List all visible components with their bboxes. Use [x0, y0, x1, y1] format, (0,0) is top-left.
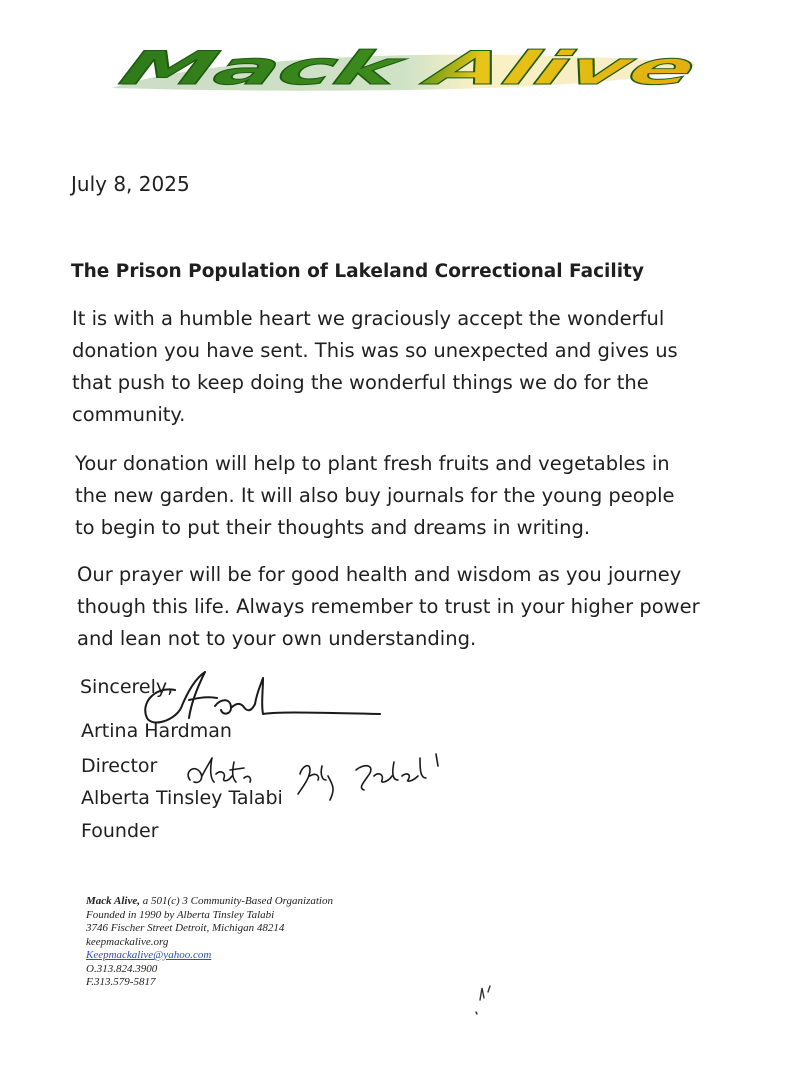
paragraph-2 — [75, 448, 675, 544]
signer2-name: Alberta Tinsley Talabi — [81, 787, 283, 809]
paragraph-line: though this life. Always remember to trust in your higher power — [77, 595, 700, 618]
footer-founded: Founded in 1990 by Alberta Tinsley Talabi — [86, 908, 275, 921]
paragraph-line: the new garden. It will also buy journals for the young people — [75, 484, 675, 507]
mack-alive-logo — [108, 42, 700, 100]
paragraph-line: It is with a humble heart we graciously accept the wonderful — [72, 307, 665, 330]
footer-office-phone: O.313.824.3900 — [86, 962, 158, 975]
signer1-name: Artina Hardman — [81, 720, 232, 742]
signer1-title: Director — [81, 755, 158, 777]
footer-address: 3746 Fischer Street Detroit, Michigan 48214 — [86, 922, 285, 934]
paragraph-3 — [77, 559, 700, 655]
svg-text:Mack Alive: Mack Alive — [112, 42, 411, 96]
hardman-signature — [135, 668, 390, 738]
paragraph-line: that push to keep doing the wonderful things we do for the — [72, 371, 649, 394]
closing-salutation: Sincerely, — [80, 676, 174, 698]
footer-email-link[interactable]: Keepmackalive@yahoo.com — [86, 949, 212, 961]
letter-footer — [86, 895, 333, 990]
paragraph-line: donation you have sent. This was so unexpected and gives us — [72, 339, 678, 362]
signer2-title: Founder — [81, 820, 159, 842]
paragraph-1 — [72, 303, 678, 431]
paragraph-line: community. — [72, 403, 186, 426]
pen-mark-icon — [470, 970, 510, 1016]
talabi-signature — [180, 748, 460, 818]
footer-fax: F.313.579-5817 — [86, 976, 156, 988]
paragraph-line: to begin to put their thoughts and dreams in writing. — [75, 516, 591, 539]
paragraph-line: and lean not to your own understanding. — [77, 627, 477, 650]
paragraph-line: Our prayer will be for good health and wisdom as you journey — [77, 563, 682, 586]
recipient-heading: The Prison Population of Lakeland Correctional Facility — [71, 261, 644, 282]
letter-date: July 8, 2025 — [71, 172, 190, 196]
footer-org-name: Mack Alive, — [86, 895, 140, 907]
footer-website[interactable]: keepmackalive.org — [86, 935, 169, 948]
paragraph-line: Your donation will help to plant fresh fruits and vegetables in — [75, 452, 670, 475]
footer-org-desc: a 501(c) 3 Community-Based Organization — [139, 895, 333, 907]
